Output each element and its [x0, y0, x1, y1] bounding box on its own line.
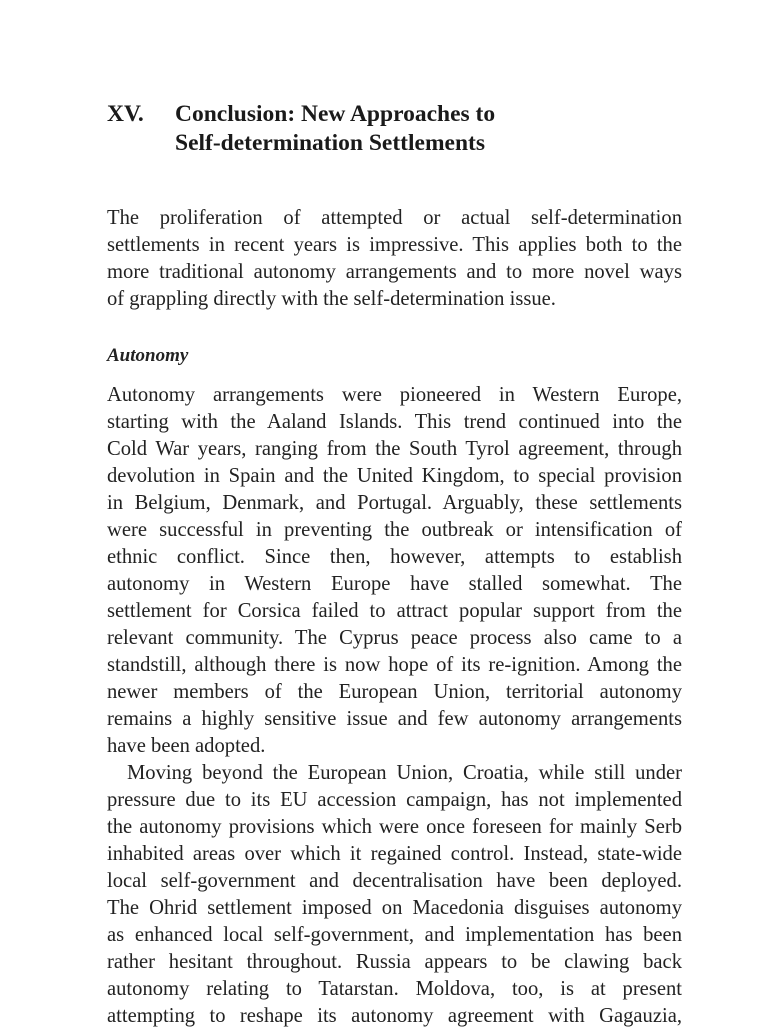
- chapter-title-line: Self-determination Settlements: [175, 130, 485, 156]
- text-line: Moving beyond the European Union, Croatia, while still under: [127, 762, 682, 784]
- text-line: rather hesitant throughout. Russia appears to be clawing back: [107, 951, 682, 973]
- text-line: local self-government and decentralisation have been deployed.: [107, 870, 682, 892]
- text-line: autonomy relating to Tatarstan. Moldova, too, is at present: [107, 978, 682, 1000]
- text-line: were successful in preventing the outbreak or intensification of: [107, 519, 682, 541]
- text-line: the autonomy provisions which were once foreseen for mainly Serb: [107, 816, 682, 838]
- text-line: devolution in Spain and the United Kingdom, to special provision: [107, 465, 682, 487]
- section-heading: Autonomy: [107, 345, 189, 366]
- text-line: The Ohrid settlement imposed on Macedonia disguises autonomy: [107, 897, 682, 919]
- text-line: inhabited areas over which it regained control. Instead, state-wide: [107, 843, 682, 865]
- text-line: The proliferation of attempted or actual self-determination: [107, 207, 682, 229]
- body-paragraph-2: [107, 760, 682, 1030]
- chapter-title-line: Conclusion: New Approaches to: [175, 101, 496, 127]
- text-line: settlements in recent years is impressive. This applies both to the: [107, 234, 682, 256]
- text-line: have been adopted.: [107, 735, 266, 757]
- body-paragraph-1: [107, 382, 682, 760]
- book-page: [107, 100, 682, 1030]
- chapter-heading: [107, 100, 682, 158]
- text-line: more traditional autonomy arrangements and to more novel ways: [107, 261, 682, 283]
- text-line: pressure due to its EU accession campaign, has not implemented: [107, 789, 682, 811]
- text-line: settlement for Corsica failed to attract popular support from the: [107, 600, 682, 622]
- text-line: as enhanced local self-government, and implementation has been: [107, 924, 682, 946]
- text-line: of grappling directly with the self-determination issue.: [107, 288, 556, 310]
- text-line: attempting to reshape its autonomy agreement with Gagauzia,: [107, 1005, 682, 1027]
- text-line: in Belgium, Denmark, and Portugal. Arguably, these settlements: [107, 492, 682, 514]
- text-line: autonomy in Western Europe have stalled somewhat. The: [107, 573, 682, 595]
- text-line: starting with the Aaland Islands. This trend continued into the: [107, 411, 682, 433]
- chapter-title: [175, 100, 682, 158]
- text-line: Autonomy arrangements were pioneered in Western Europe,: [107, 384, 682, 406]
- text-line: newer members of the European Union, territorial autonomy: [107, 681, 682, 703]
- text-line: standstill, although there is now hope of its re-ignition. Among the: [107, 654, 682, 676]
- text-line: remains a highly sensitive issue and few autonomy arrangements: [107, 708, 682, 730]
- text-line: Cold War years, ranging from the South Tyrol agreement, through: [107, 438, 682, 460]
- intro-paragraph: [107, 205, 682, 313]
- text-line: ethnic conflict. Since then, however, attempts to establish: [107, 546, 682, 568]
- chapter-number: XV.: [107, 101, 144, 127]
- text-line: relevant community. The Cyprus peace process also came to a: [107, 627, 682, 649]
